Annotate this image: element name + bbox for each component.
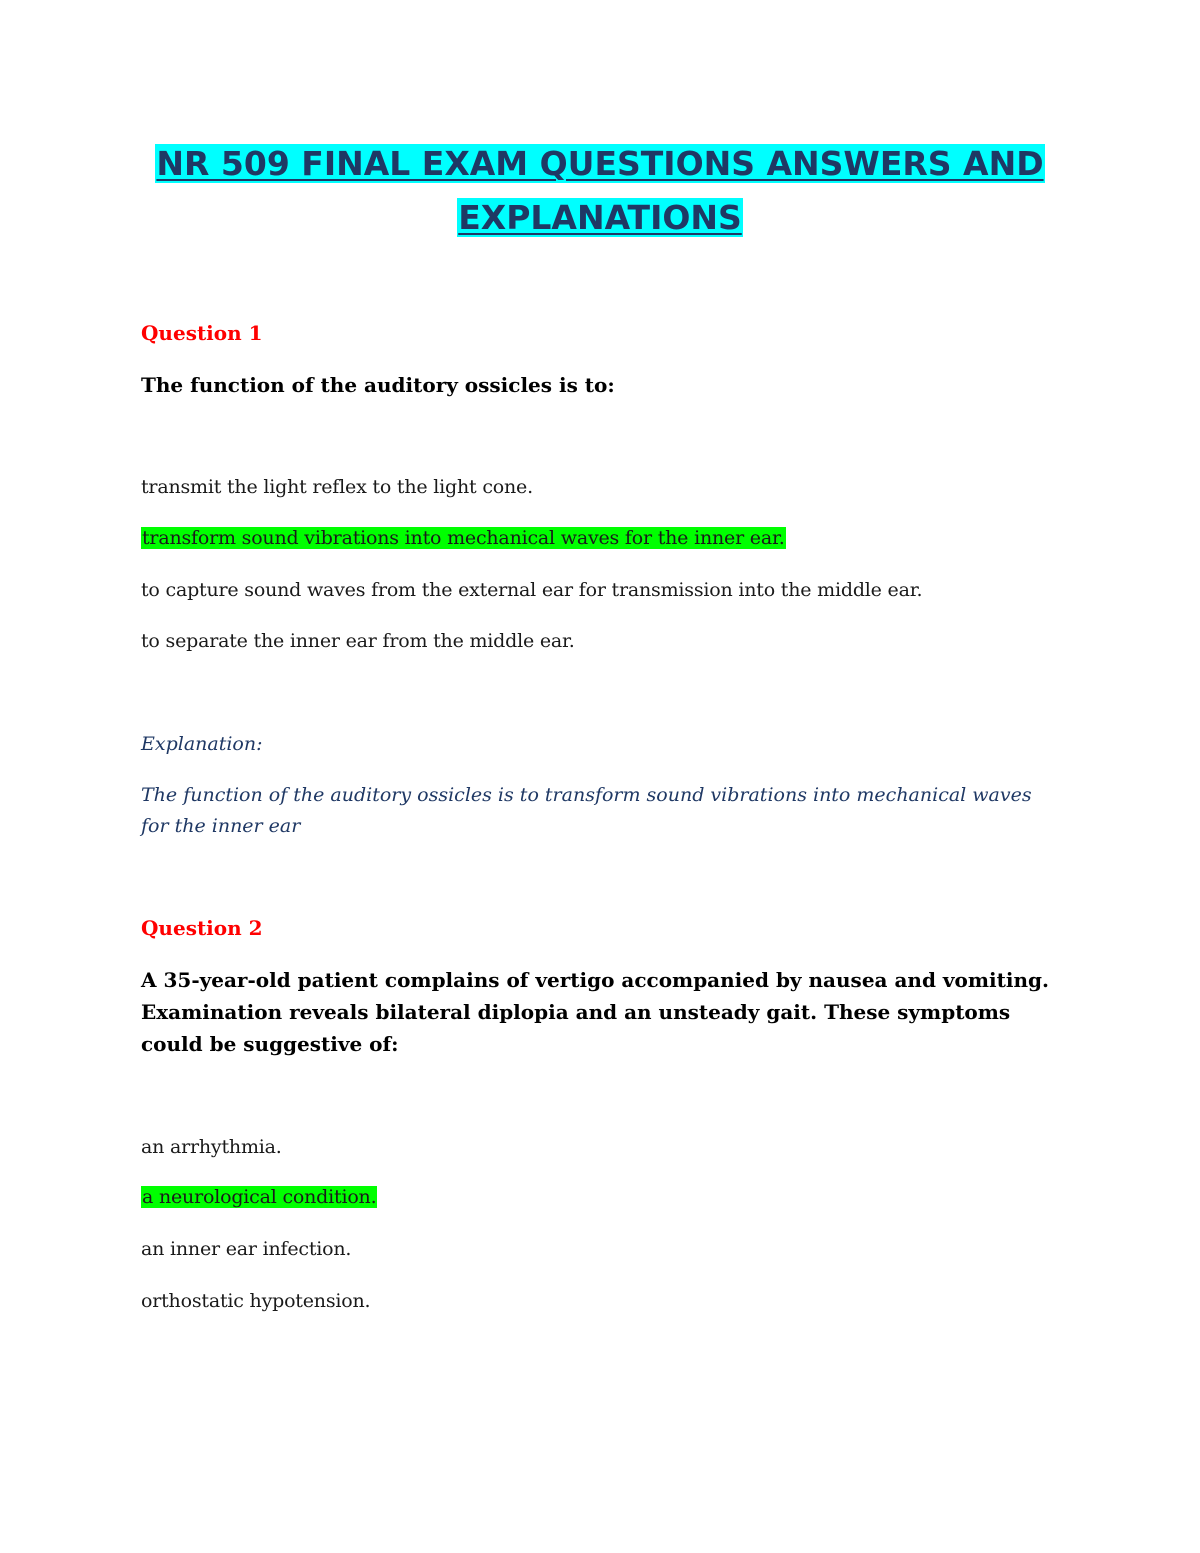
question-1-option-d: to separate the inner ear from the middle ear. <box>141 630 575 652</box>
question-2-option-a: an arrhythmia. <box>141 1136 282 1158</box>
question-2-prompt: A 35-year-old patient complains of vertigo accompanied by nausea and vomiting. Examination reveals bilateral diplopia and an unsteady gait. These symptoms could be suggestive of: <box>141 968 1049 1056</box>
question-1-option-b-correct <box>141 525 786 551</box>
question-1-heading: Question 1 <box>141 321 263 345</box>
correct-answer-highlight: transform sound vibrations into mechanical waves for the inner ear. <box>142 527 785 549</box>
question-1-option-a: transmit the light reflex to the light cone. <box>141 476 533 498</box>
question-1-explanation-text: The function of the auditory ossicles is to transform sound vibrations into mechanical waves for the inner ear <box>141 784 1032 837</box>
question-1-explanation-label: Explanation: <box>141 733 263 755</box>
question-2-option-b-correct <box>141 1184 377 1210</box>
question-1-option-c: to capture sound waves from the external ear for transmission into the middle ear. <box>141 579 923 601</box>
title-text-2: EXPLANATIONS <box>458 198 742 237</box>
question-1-prompt: The function of the auditory ossicles is to: <box>141 373 615 397</box>
question-2-option-d: orthostatic hypotension. <box>141 1290 371 1312</box>
document-title-line-1 <box>0 142 1200 186</box>
title-text-1: NR 509 FINAL EXAM QUESTIONS ANSWERS AND <box>156 144 1044 183</box>
correct-answer-highlight: a neurological condition. <box>142 1186 377 1208</box>
question-2-option-c: an inner ear infection. <box>141 1238 352 1260</box>
document-title-line-2 <box>0 196 1200 240</box>
question-2-heading: Question 2 <box>141 916 263 940</box>
